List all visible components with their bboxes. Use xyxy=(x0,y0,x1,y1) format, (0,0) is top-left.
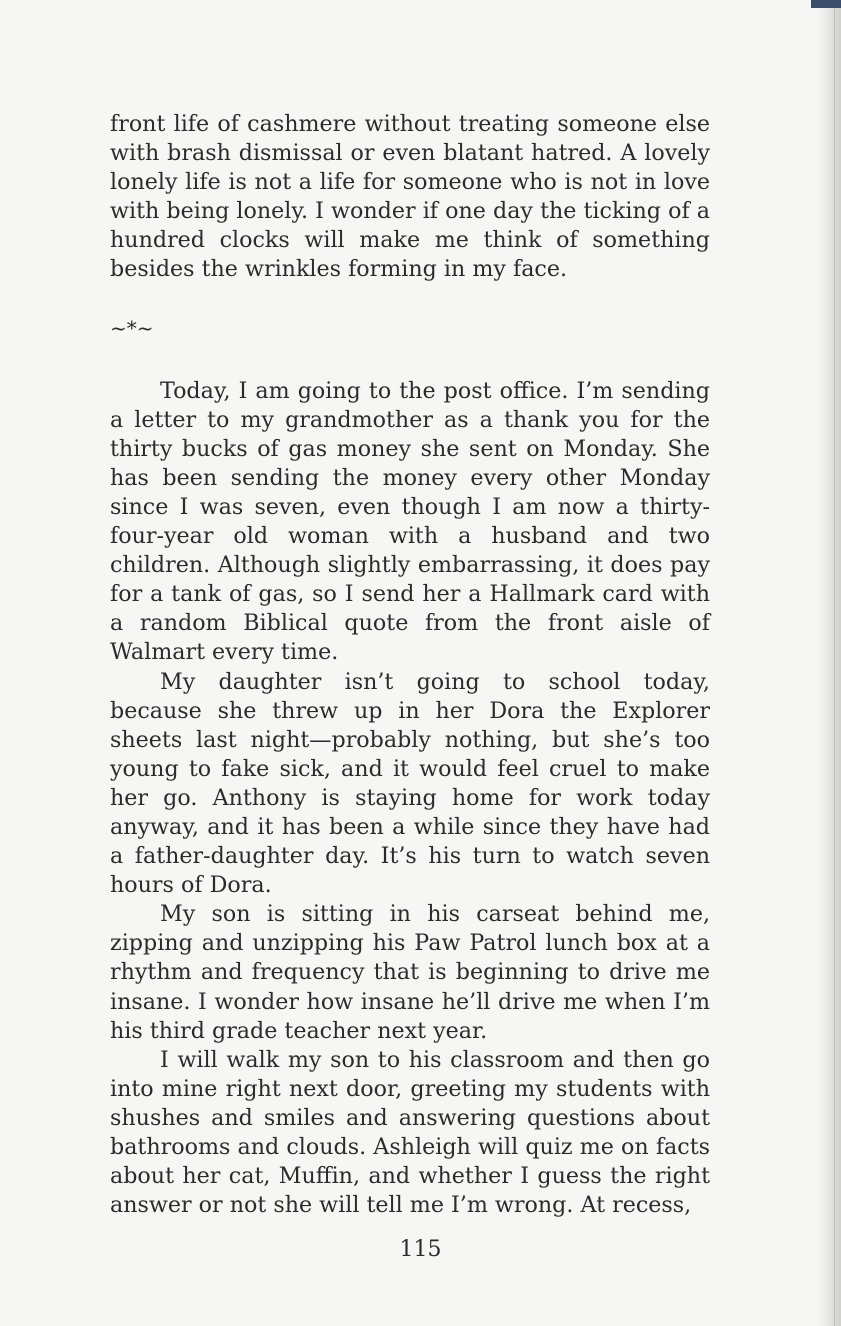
paragraph: Today, I am going to the post office. I’m sending a letter to my grandmother as a thank you for the thirty bucks of gas money she sent on Monday. She has been sending the money every other Monday since I was seven, even though I am now a thirty-four-year old woman with a husband and two children. Although slightly embarrassing, it does pay for a tank of gas, so I send her a Hallmark card with a random Biblical quote from the front aisle of Walmart every time. xyxy=(110,377,710,666)
paragraph: I will walk my son to his classroom and then go into mine right next door, greeting my students with shushes and smiles and answering questions about bathrooms and clouds. Ashleigh will quiz me on facts about her cat, Muffin, and whether I guess the right answer or not she will tell me I’m wrong. At recess, xyxy=(110,1046,710,1219)
paragraph: front life of cashmere without treating someone else with brash dismissal or even blatant hatred. A lovely lonely life is not a life for someone who is not in love with being lonely. I wonder if one day the ticking of a hundred clocks will make me think of something besides the wrinkles forming in my face. xyxy=(110,111,710,283)
top-corner-mark xyxy=(811,0,841,8)
paragraph: My daughter isn’t going to school today, because she threw up in her Dora the Explorer sheets last night—probably nothing, but she’s too young to fake sick, and it would feel cruel to make her go. Anthony is staying home for work today anyway, and it has been a while since they have had a father-daughter day. It’s his turn to watch seven hours of Dora. xyxy=(110,668,710,899)
page-edge-shadow xyxy=(819,0,841,1326)
paragraph: My son is sitting in his carseat behind me, zipping and unzipping his Paw Patrol lunch box at a rhythm and frequency that is beginning to drive me insane. I wonder how insane he’ll drive me when I’m his third grade teacher next year. xyxy=(110,901,710,1044)
section-break: ~*~ xyxy=(110,315,154,340)
body-text xyxy=(110,110,710,1220)
page-number: 115 xyxy=(399,1237,442,1262)
page-edge-line xyxy=(834,0,835,1326)
